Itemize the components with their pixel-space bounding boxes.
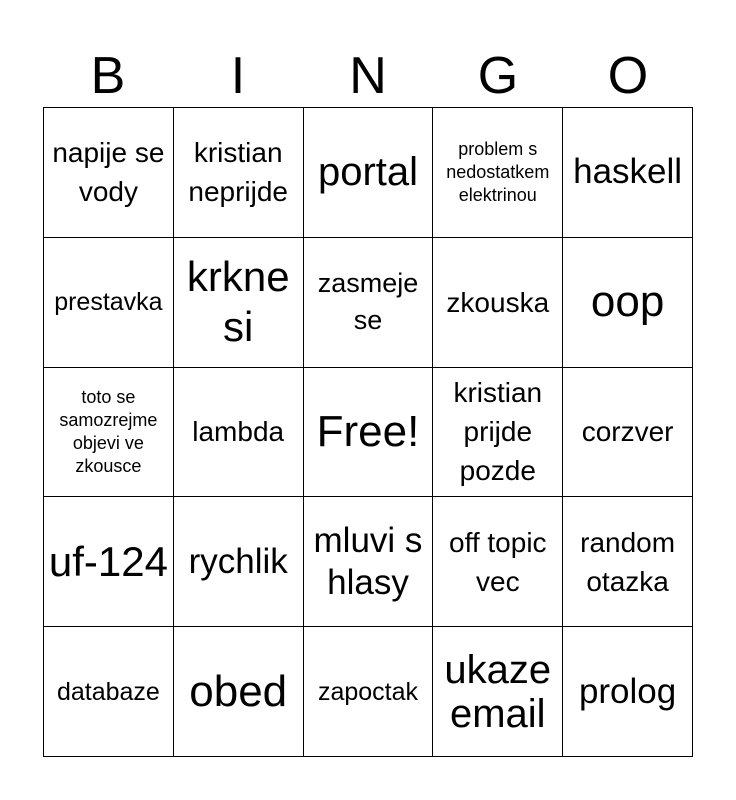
bingo-cell-r2-c1[interactable]: prestavka [44,238,174,368]
bingo-cell-r1-c3[interactable]: portal [304,108,434,238]
bingo-cell-r5-c1[interactable]: databaze [44,627,174,757]
bingo-cell-r3-c2[interactable]: lambda [174,368,304,498]
bingo-cell-r2-c5[interactable]: oop [563,238,693,368]
bingo-cell-r4-c1[interactable]: uf-124 [44,497,174,627]
bingo-card [43,107,693,757]
bingo-cell-r5-c3[interactable]: zapoctak [304,627,434,757]
bingo-cell-r4-c3[interactable]: mluvi s hlasy [304,497,434,627]
bingo-cell-r1-c1[interactable]: napije se vody [44,108,174,238]
bingo-cell-r4-c4[interactable]: off topic vec [433,497,563,627]
header-letter-o: O [607,47,649,105]
bingo-cell-free[interactable]: Free! [304,368,434,498]
bingo-cell-r3-c5[interactable]: corzver [563,368,693,498]
bingo-cell-r2-c4[interactable]: zkouska [433,238,563,368]
bingo-cell-r2-c3[interactable]: zasmeje se [304,238,434,368]
header-letter-i: I [230,47,246,105]
bingo-cell-r3-c4[interactable]: kristian prijde pozde [433,368,563,498]
bingo-cell-r1-c2[interactable]: kristian neprijde [174,108,304,238]
bingo-cell-r4-c2[interactable]: rychlik [174,497,304,627]
bingo-cell-r5-c2[interactable]: obed [174,627,304,757]
bingo-cell-r1-c5[interactable]: haskell [563,108,693,238]
header-letter-g: G [477,47,519,105]
header-letter-b: B [90,47,126,105]
bingo-cell-r4-c5[interactable]: random otazka [563,497,693,627]
bingo-cell-r1-c4[interactable]: problem s nedostatkem elektrinou [433,108,563,238]
header-letter-n: N [349,47,387,105]
bingo-cell-r5-c5[interactable]: prolog [563,627,693,757]
bingo-cell-r2-c2[interactable]: krkne si [174,238,304,368]
bingo-header [43,46,693,106]
bingo-cell-r5-c4[interactable]: ukaze email [433,627,563,757]
bingo-cell-r3-c1[interactable]: toto se samozrejme objevi ve zkousce [44,368,174,498]
